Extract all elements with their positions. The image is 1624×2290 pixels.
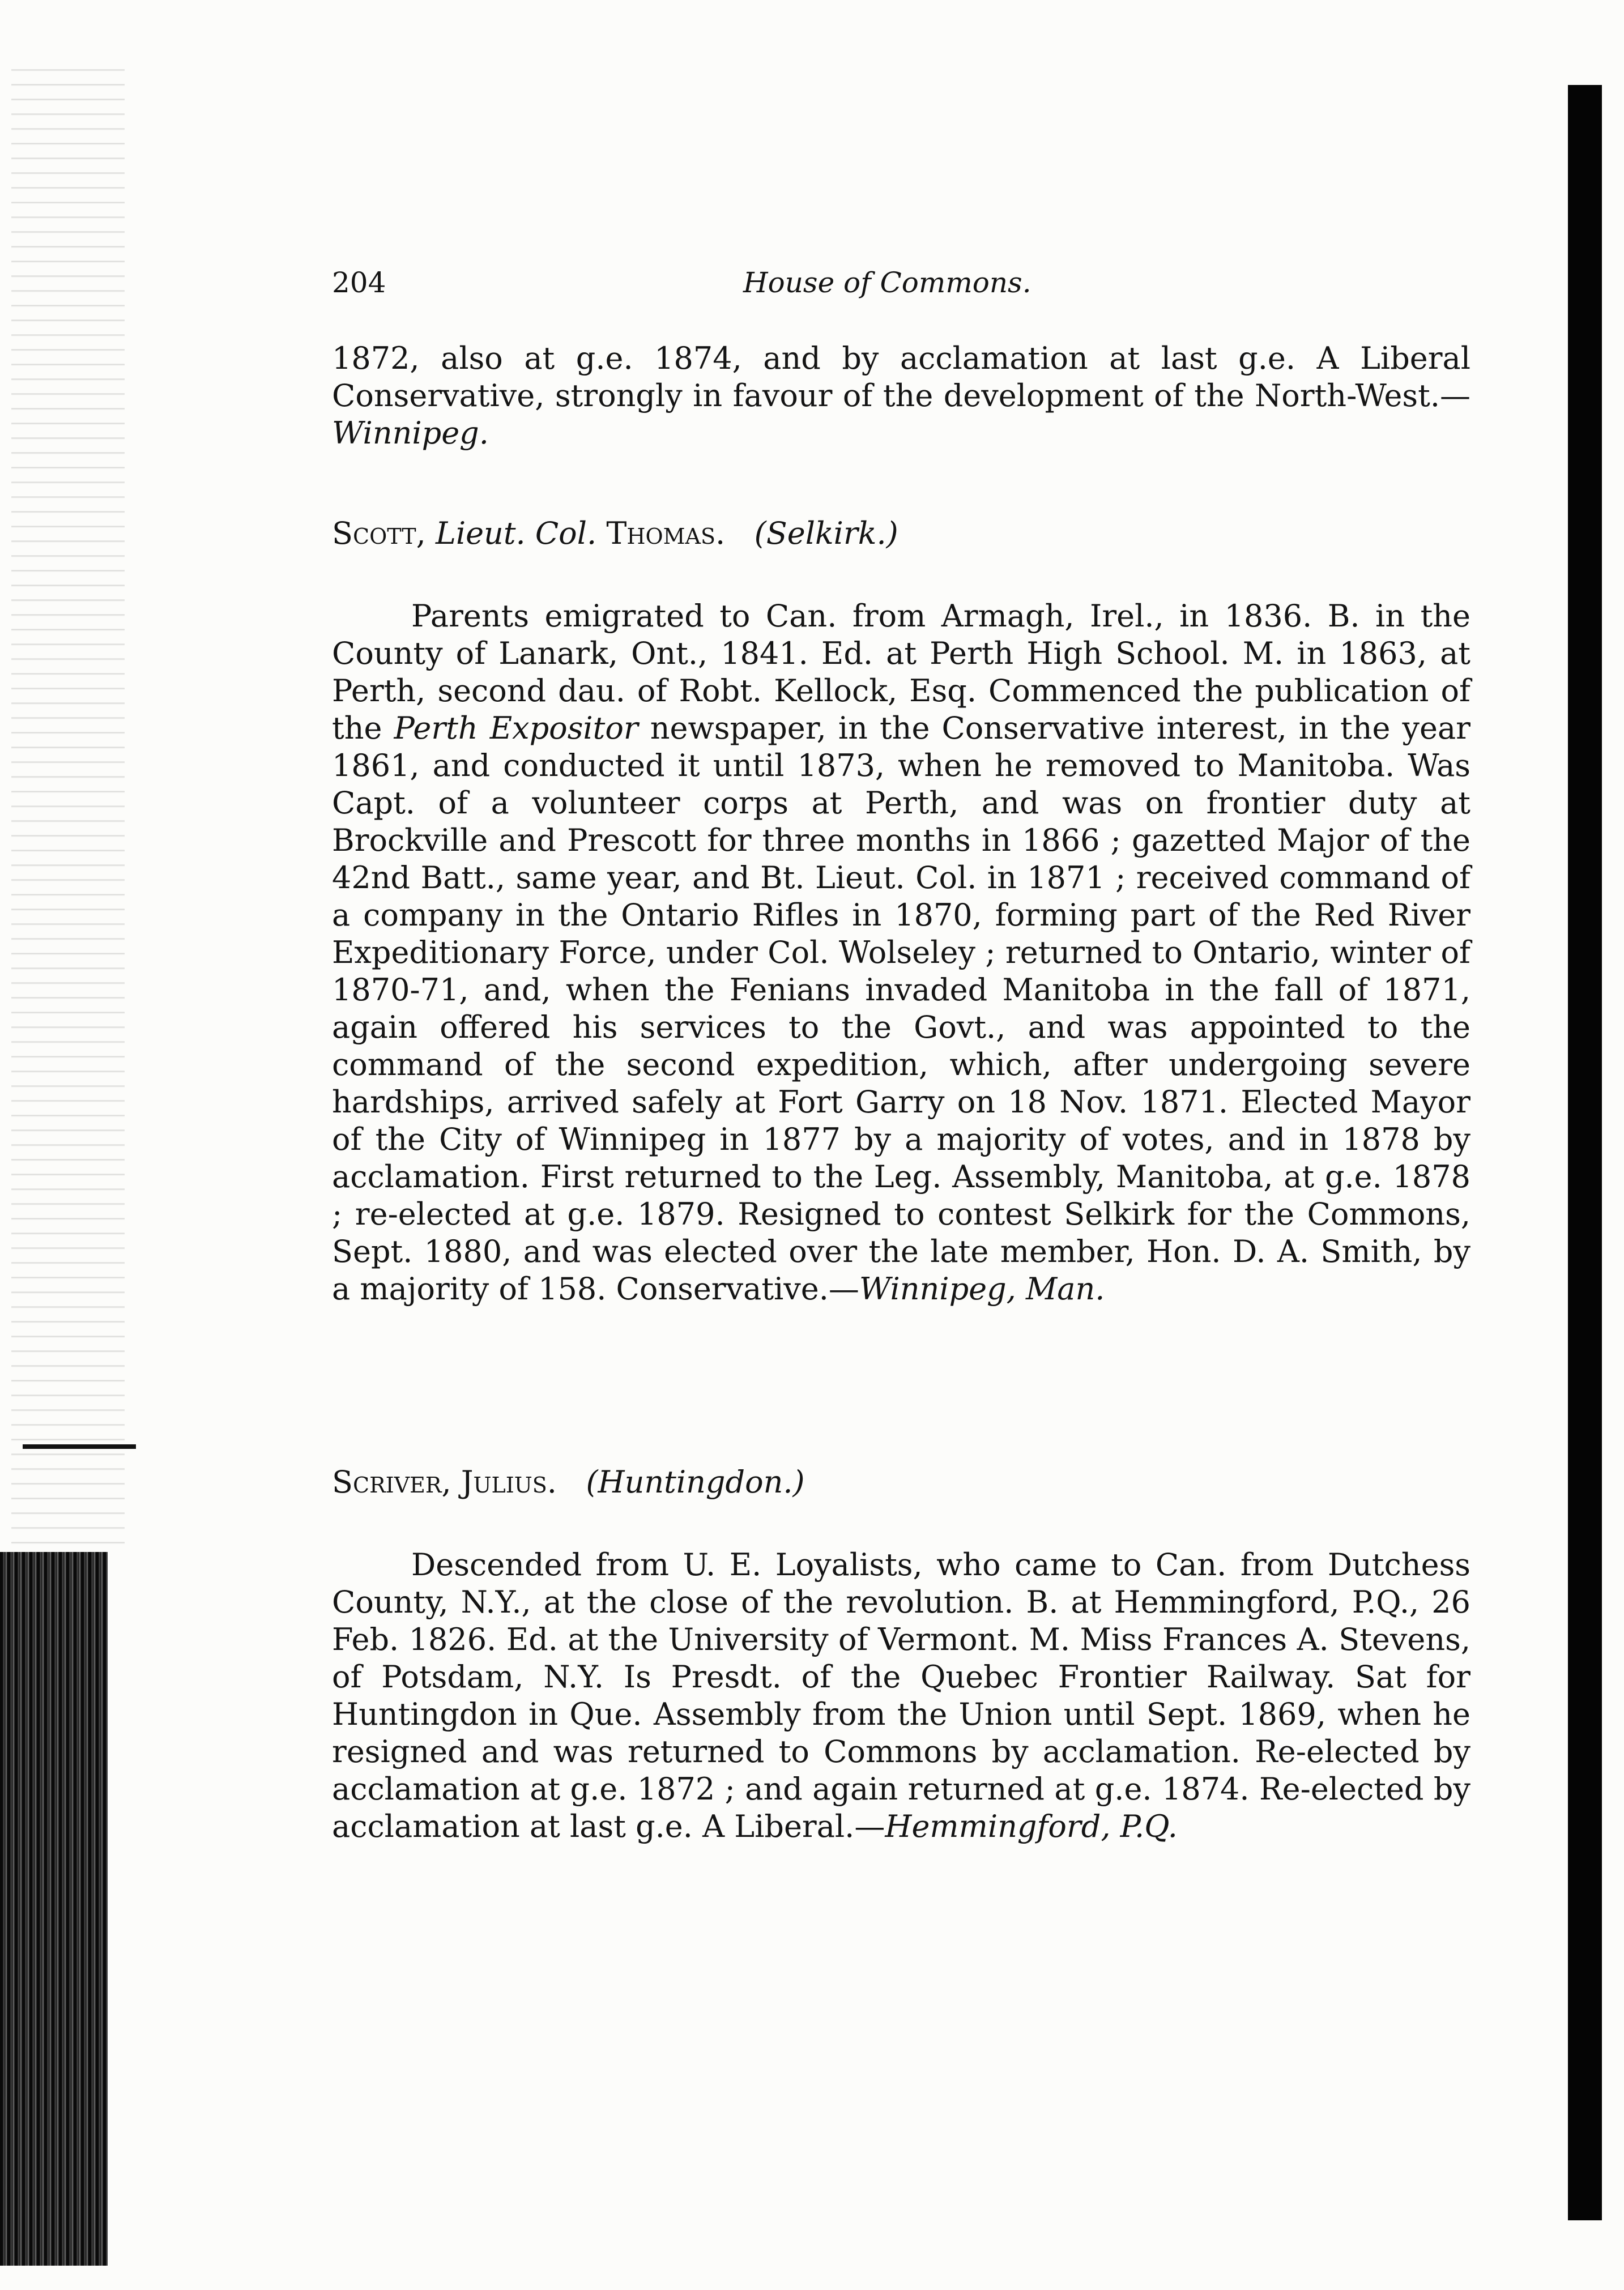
member-title: Lieut. Col. (435, 515, 597, 551)
entry-biography-scriver (332, 1546, 1470, 1845)
newspaper-title: Perth Expositor (394, 710, 638, 746)
scan-binding-shadow (0, 1552, 108, 2266)
scan-page-edge (1568, 85, 1602, 2220)
entry-heading-scott (332, 515, 898, 551)
biography-text: Parents emigrated to Can. from Armagh, Irel., in 1836. B. in the County of Lanark, Ont., 1841. Ed. at Perth High School. M. in 1863, at Perth, second dau. of Robt. Kellock, Esq. Commenced the publication of the (332, 598, 1470, 746)
member-given-name: Thomas. (606, 515, 726, 551)
continued-paragraph (332, 340, 1470, 452)
continued-text: 1872, also at g.e. 1874, and by acclamation at last g.e. A Liberal Conservative, strongly in favour of the development of the North-West.— (332, 340, 1470, 413)
entry-heading-scriver (332, 1464, 805, 1500)
running-title: House of Commons. (743, 266, 1031, 299)
page-number: 204 (332, 266, 386, 299)
scan-edge-line (23, 1444, 136, 1449)
continued-residence: Winnipeg. (332, 415, 489, 451)
biography-text: newspaper, in the Conservative interest, in the year 1861, and conducted it until 1873, when he removed to Manitoba. Was Capt. of a volunteer corps at Perth, and was on frontier duty at Brockville and Prescott for three months in 1866 ; gazetted Major of the 42nd Batt., same year, and Bt. Lieut. Col. in 1871 ; received command of a company in the Ontario Rifles in 1870, forming part of the Red River Expeditionary Force, under Col. Wolseley ; returned to Ontario, winter of 1870-71, and, when the Fenians invaded Manitoba in the fall of 1871, again offered his services to the Govt., and was appointed to the command of the second expedition, which, after undergoing severe hardships, arrived safely at Fort Garry on 18 Nov. 1871. Elected Mayor of the City of Winnipeg in 1877 by a majority of votes, and in 1878 by acclamation. First returned to the Leg. Assembly, Manitoba, at g.e. 1878 ; re-elected at g.e. 1879. Resigned to contest Selkirk for the Commons, Sept. 1880, and was elected over the late member, Hon. D. A. Smith, by a majority of 158. Conservative.— (332, 710, 1470, 1307)
member-surname: Scott, (332, 515, 426, 551)
scan-margin-noise (11, 57, 125, 1552)
biography-text: Descended from U. E. Loyalists, who came to Can. from Dutchess County, N.Y., at the close of the revolution. B. at Hemmingford, P.Q., 26 Feb. 1826. Ed. at the University of Vermont. M. Miss Frances A. Stevens, of Potsdam, N.Y. Is Presdt. of the Quebec Frontier Railway. Sat for Huntingdon in Que. Assembly from the Union until Sept. 1869, when he resigned and was returned to Commons by acclamation. Re-elected by acclamation at g.e. 1872 ; and again returned at g.e. 1874. Re-elected by acclamation at last g.e. A Liberal.— (332, 1547, 1470, 1844)
page-header (332, 266, 1193, 317)
entry-biography-scott (332, 598, 1470, 1308)
biography-paragraph (332, 1546, 1470, 1845)
member-constituency: (Selkirk.) (754, 515, 898, 551)
member-residence: Hemmingford, P.Q. (885, 1809, 1178, 1844)
biography-paragraph (332, 598, 1470, 1308)
member-residence: Winnipeg, Man. (859, 1271, 1105, 1307)
member-surname: Scriver, (332, 1464, 451, 1500)
member-constituency: (Huntingdon.) (586, 1464, 805, 1500)
member-given-name: Julius. (461, 1464, 557, 1500)
continued-entry (332, 340, 1470, 452)
